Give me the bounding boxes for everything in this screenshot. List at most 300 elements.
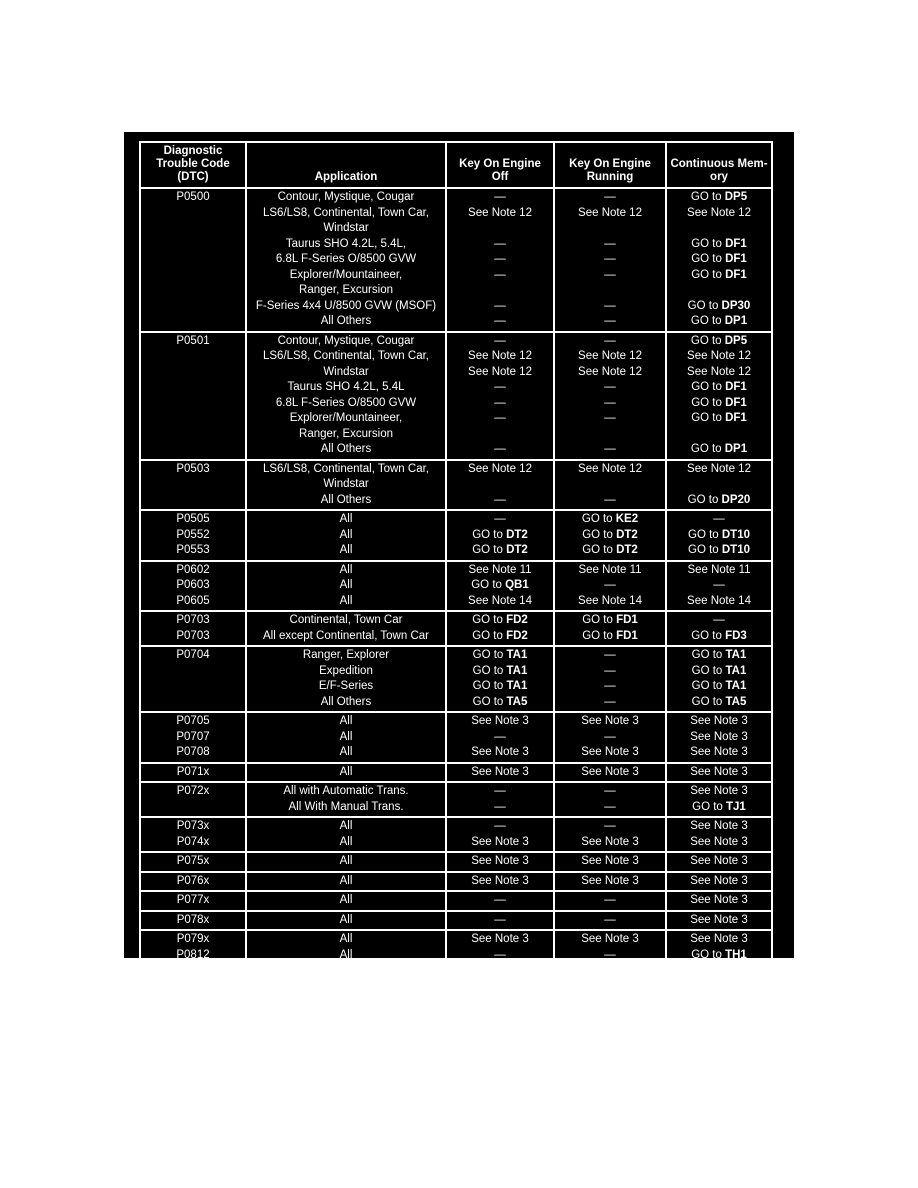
- koer-cell: [554, 817, 666, 852]
- cell-line: GO to DP5: [690, 191, 748, 203]
- dtc-cell: [140, 817, 246, 852]
- cell-line: See Note 3: [581, 855, 639, 867]
- table-row-group: [140, 646, 772, 712]
- cell-line: See Note 3: [471, 855, 529, 867]
- cell-line: See Note 3: [690, 835, 748, 848]
- cell-line: All With Manual Trans.: [288, 800, 404, 813]
- cell-line: —: [604, 964, 616, 976]
- cell-line: GO to QB1: [471, 579, 529, 591]
- cell-line: —: [494, 237, 506, 250]
- cell-line: P078x: [176, 913, 210, 926]
- table-row-group: [140, 561, 772, 612]
- cell-line: —: [494, 412, 506, 424]
- cell-line: See Note 12: [468, 206, 532, 219]
- cell-line: GO to TA1: [691, 664, 747, 677]
- koeo-cell: [446, 872, 554, 892]
- cell-line: 6.8L F-Series O/8500 GVW: [275, 396, 417, 409]
- koeo-cell: [446, 712, 554, 763]
- cell-line: See Note 12: [468, 462, 532, 475]
- koeo-cell: [446, 646, 554, 712]
- cell-line: —: [494, 948, 506, 961]
- cell-line: See Note 3: [581, 835, 639, 848]
- koer-cell: [554, 188, 666, 332]
- cell-line: —: [713, 579, 725, 591]
- cell-line: P0501: [176, 334, 210, 347]
- cell-line: GO to DP20: [687, 493, 751, 506]
- cell-line: See Note 3: [690, 820, 748, 832]
- cell-line: [447, 427, 553, 443]
- cell-line: Taurus SHO 4.2L, 5.4L: [287, 381, 405, 393]
- cell-line: [447, 477, 553, 493]
- table-row-group: [140, 763, 772, 783]
- cell-line: GO to DF1: [691, 237, 747, 250]
- cell-line: All: [339, 730, 353, 743]
- cell-line: All Others: [320, 493, 372, 506]
- cell-line: Windstar: [323, 222, 369, 234]
- koeo-cell: [446, 782, 554, 817]
- cell-line: —: [604, 894, 616, 906]
- cell-line: —: [604, 680, 616, 692]
- cell-line: All Others: [320, 315, 372, 327]
- cell-line: See Note 12: [468, 350, 532, 362]
- cell-line: —: [494, 396, 506, 409]
- application-cell: [246, 852, 446, 872]
- cell-line: P079x: [176, 933, 210, 945]
- cell-line: P077x: [176, 894, 210, 906]
- cell-line: GO to TA1: [472, 649, 528, 661]
- table-body: [140, 188, 772, 981]
- cell-line: See Note 3: [471, 765, 529, 778]
- cell-line: All: [339, 913, 353, 926]
- cell-line: [141, 252, 245, 268]
- cell-line: GO to TA1: [472, 664, 528, 677]
- cell-line: GO to FD2: [472, 629, 528, 642]
- cell-line: See Note 12: [687, 462, 751, 475]
- application-cell: [246, 188, 446, 332]
- cell-line: —: [604, 948, 616, 961]
- koer-cell: [554, 561, 666, 612]
- cell-line: All: [339, 948, 353, 961]
- koer-cell: [554, 930, 666, 981]
- cell-line: —: [604, 664, 616, 677]
- continuous-memory-cell: [666, 930, 772, 981]
- cell-line: —: [604, 315, 616, 327]
- cell-line: —: [494, 730, 506, 743]
- cell-line: F-Series 4x4 U/8500 GVW (MSOF): [255, 299, 437, 312]
- cell-line: P0505: [176, 513, 210, 525]
- cell-line: P0500: [176, 191, 210, 203]
- cell-line: —: [604, 579, 616, 591]
- cell-line: —: [713, 614, 725, 626]
- cell-line: —: [604, 800, 616, 813]
- table-row-group: [140, 460, 772, 511]
- cell-line: P0503: [176, 462, 210, 475]
- continuous-memory-cell: [666, 188, 772, 332]
- cell-line: —: [494, 800, 506, 813]
- cell-line: —: [604, 191, 616, 203]
- application-cell: [246, 911, 446, 931]
- cell-line: GO to DF1: [691, 396, 747, 409]
- cell-line: All: [339, 746, 353, 758]
- koeo-cell: [446, 852, 554, 872]
- cell-line: GO to FD1: [582, 614, 638, 626]
- cell-line: P0708: [176, 746, 210, 758]
- cell-line: —: [494, 493, 506, 506]
- cell-line: LS6/LS8, Continental, Town Car,: [262, 206, 429, 219]
- table-row-group: [140, 930, 772, 981]
- cell-line: Ranger, Excursion: [299, 284, 393, 296]
- cell-line: All: [339, 544, 353, 556]
- cell-line: P0605: [176, 594, 210, 607]
- cell-line: See Note 3: [690, 855, 748, 867]
- cell-line: All: [339, 594, 353, 607]
- cell-line: See Note 12: [578, 365, 642, 378]
- dtc-cell: [140, 646, 246, 712]
- cell-line: All: [339, 715, 353, 727]
- cell-line: Ranger, Excursion: [299, 427, 393, 440]
- koer-cell: [554, 510, 666, 561]
- dtc-cell: [140, 930, 246, 981]
- cell-line: All: [339, 874, 353, 887]
- cell-line: See Note 3: [690, 785, 748, 797]
- cell-line: [667, 283, 771, 299]
- cell-line: —: [494, 191, 506, 203]
- continuous-memory-cell: [666, 782, 772, 817]
- cell-line: GO to DP30: [687, 299, 751, 312]
- cell-line: See Note 3: [581, 746, 639, 758]
- dtc-cell: [140, 852, 246, 872]
- cell-line: —: [494, 443, 506, 455]
- cell-line: [141, 800, 245, 816]
- koeo-cell: [446, 561, 554, 612]
- cell-line: [141, 679, 245, 695]
- cell-line: P0552: [176, 528, 210, 541]
- application-cell: [246, 763, 446, 783]
- koeo-cell: [446, 911, 554, 931]
- table-row-group: [140, 782, 772, 817]
- dtc-cell: [140, 561, 246, 612]
- cell-line: [141, 477, 245, 493]
- continuous-memory-cell: [666, 646, 772, 712]
- cell-line: —: [494, 913, 506, 926]
- cell-line: [141, 268, 245, 284]
- cell-line: P076x: [176, 874, 210, 887]
- cell-line: —: [604, 268, 616, 281]
- koer-cell: [554, 332, 666, 460]
- continuous-memory-cell: [666, 872, 772, 892]
- cell-line: LS6/LS8, Continental, Town Car,: [262, 462, 429, 475]
- cell-line: —: [604, 730, 616, 743]
- header-row: [140, 142, 772, 188]
- cell-line: See Note 12: [687, 350, 751, 362]
- application-cell: [246, 930, 446, 981]
- cell-line: All: [339, 579, 353, 591]
- cell-line: All: [339, 765, 353, 778]
- cell-line: See Note 14: [578, 594, 642, 607]
- cell-line: See Note 3: [471, 715, 529, 727]
- cell-line: GO to FD2: [472, 614, 528, 626]
- cell-line: —: [604, 695, 616, 708]
- cell-line: [555, 477, 665, 493]
- table-row-group: [140, 188, 772, 332]
- table-row-group: [140, 891, 772, 911]
- cell-line: [555, 221, 665, 237]
- cell-line: See Note 14: [468, 594, 532, 607]
- cell-line: —: [494, 334, 506, 347]
- koeo-cell: [446, 891, 554, 911]
- application-cell: [246, 611, 446, 646]
- cell-line: P0812: [176, 948, 210, 961]
- continuous-memory-cell: [666, 611, 772, 646]
- cell-line: [141, 396, 245, 412]
- dtc-cell: [140, 872, 246, 892]
- cell-line: —: [494, 894, 506, 906]
- cell-line: Explorer/Mountaineer,: [289, 412, 403, 424]
- koeo-cell: [446, 611, 554, 646]
- application-cell: [246, 561, 446, 612]
- cell-line: Expedition: [319, 664, 373, 677]
- continuous-memory-cell: [666, 911, 772, 931]
- koer-cell: [554, 782, 666, 817]
- application-cell: [246, 510, 446, 561]
- cell-line: GO to DF1: [691, 381, 747, 393]
- cell-line: GO to TA5: [472, 695, 528, 708]
- cell-line: —: [494, 299, 506, 312]
- cell-line: —: [604, 334, 616, 347]
- cell-line: [447, 283, 553, 299]
- cell-line: See Note 11: [578, 563, 642, 576]
- cell-line: [667, 221, 771, 237]
- koer-cell: [554, 891, 666, 911]
- cell-line: See Note 12: [578, 462, 642, 475]
- cell-line: See Note 12: [578, 350, 642, 362]
- dtc-cell: [140, 911, 246, 931]
- cell-line: All: [339, 933, 353, 945]
- cell-line: [141, 206, 245, 222]
- cell-line: P0553: [176, 544, 210, 556]
- table-row-group: [140, 611, 772, 646]
- continuous-memory-cell: [666, 460, 772, 511]
- cell-line: P0704: [176, 649, 210, 661]
- cell-line: GO to DP1: [690, 443, 748, 455]
- cell-line: GO to DT2: [582, 528, 638, 541]
- cell-line: GO to DF1: [691, 253, 747, 265]
- cell-line: [141, 380, 245, 396]
- cell-line: See Note 3: [471, 835, 529, 848]
- cell-line: [141, 493, 245, 509]
- dtc-cell: [140, 611, 246, 646]
- cell-line: See Note 12: [687, 206, 751, 219]
- cell-line: —: [494, 785, 506, 797]
- cell-line: GO to TA1: [691, 680, 747, 692]
- cell-line: GO to TJ1: [692, 800, 746, 813]
- cell-line: Contour, Mystique, Cougar: [277, 334, 415, 347]
- cell-line: Windstar: [323, 365, 369, 378]
- koer-cell: [554, 611, 666, 646]
- cell-line: All: [339, 820, 353, 832]
- cell-line: GO to KE2: [581, 513, 639, 525]
- cell-line: —: [604, 253, 616, 265]
- dtc-cell: [140, 332, 246, 460]
- dtc-cell: [140, 460, 246, 511]
- cell-line: P0705: [176, 715, 210, 727]
- cell-line: GO to FD1: [582, 629, 638, 642]
- cell-line: —: [494, 964, 506, 976]
- cell-line: See Note 3: [581, 933, 639, 945]
- application-cell: [246, 646, 446, 712]
- koeo-cell: [446, 763, 554, 783]
- cell-line: All: [339, 894, 353, 906]
- koeo-cell: [446, 460, 554, 511]
- cell-line: [141, 442, 245, 458]
- cell-line: GO to DT2: [472, 528, 528, 541]
- table-row-group: [140, 911, 772, 931]
- cell-line: Continental, Town Car: [289, 614, 403, 626]
- cell-line: All Others: [320, 695, 372, 708]
- application-cell: [246, 712, 446, 763]
- cell-line: All Others: [320, 443, 372, 455]
- cell-line: GO to TA5: [691, 695, 747, 708]
- continuous-memory-cell: [666, 763, 772, 783]
- cell-line: P073x: [176, 820, 210, 832]
- cell-line: —: [494, 253, 506, 265]
- cell-line: GO to TA1: [472, 680, 528, 692]
- cell-line: GO to DF1: [691, 412, 747, 424]
- cell-line: [141, 283, 245, 299]
- cell-line: —: [494, 381, 506, 393]
- cell-line: See Note 3: [690, 964, 748, 976]
- cell-line: See Note 11: [687, 563, 751, 576]
- cell-line: All with Automatic Trans.: [283, 785, 409, 797]
- cell-line: P0602: [176, 563, 210, 576]
- cell-line: P072x: [176, 785, 210, 797]
- koer-cell: [554, 712, 666, 763]
- header-dtc: Diagnostic Trouble Code (DTC): [140, 142, 246, 188]
- cell-line: P0603: [176, 579, 210, 591]
- cell-line: —: [604, 299, 616, 312]
- cell-line: P0813: [176, 964, 210, 976]
- koeo-cell: [446, 510, 554, 561]
- cell-line: See Note 3: [690, 730, 748, 743]
- cell-line: All except Continental, Town Car: [263, 629, 429, 642]
- dtc-cell: [140, 763, 246, 783]
- cell-line: —: [494, 268, 506, 281]
- cell-line: —: [604, 493, 616, 506]
- cell-line: —: [604, 649, 616, 661]
- cell-line: GO to DT10: [688, 528, 750, 541]
- dtc-cell: [140, 891, 246, 911]
- cell-line: —: [604, 396, 616, 409]
- cell-line: —: [604, 785, 616, 797]
- cell-line: —: [604, 381, 616, 393]
- koer-cell: [554, 911, 666, 931]
- cell-line: [141, 299, 245, 315]
- cell-line: See Note 12: [578, 206, 642, 219]
- cell-line: All: [339, 855, 353, 867]
- cell-line: [141, 695, 245, 711]
- cell-line: [141, 365, 245, 381]
- cell-line: [141, 221, 245, 237]
- cell-line: See Note 3: [581, 765, 639, 778]
- cell-line: [141, 664, 245, 680]
- cell-line: P0703: [176, 629, 210, 642]
- cell-line: —: [604, 412, 616, 424]
- dtc-cell: [140, 712, 246, 763]
- cell-line: P0703: [176, 614, 210, 626]
- application-cell: [246, 782, 446, 817]
- cell-line: —: [604, 237, 616, 250]
- koeo-cell: [446, 188, 554, 332]
- cell-line: Contour, Mystique, Cougar: [277, 191, 415, 203]
- cell-line: See Note 3: [471, 933, 529, 945]
- cell-line: See Note 3: [581, 715, 639, 727]
- cell-line: [141, 314, 245, 330]
- table-row-group: [140, 712, 772, 763]
- application-cell: [246, 891, 446, 911]
- cell-line: [555, 283, 665, 299]
- table-row-group: [140, 332, 772, 460]
- cell-line: E/F-Series: [318, 680, 374, 692]
- cell-line: P0707: [176, 730, 210, 743]
- cell-line: GO to FD3: [691, 629, 747, 642]
- cell-line: See Note 3: [471, 746, 529, 758]
- cell-line: —: [604, 443, 616, 455]
- cell-line: [447, 221, 553, 237]
- application-cell: [246, 460, 446, 511]
- cell-line: See Note 14: [687, 594, 751, 607]
- cell-line: P075x: [176, 855, 210, 867]
- cell-line: Explorer/Mountaineer,: [289, 268, 403, 281]
- header-koer: Key On Engine Running: [554, 142, 666, 188]
- dtc-cell: [140, 782, 246, 817]
- cell-line: P071x: [176, 765, 210, 778]
- continuous-memory-cell: [666, 712, 772, 763]
- header-koeo: Key On Engine Off: [446, 142, 554, 188]
- table-row-group: [140, 872, 772, 892]
- header-application: Application: [246, 142, 446, 188]
- cell-line: See Note 3: [690, 894, 748, 906]
- cell-line: [141, 427, 245, 443]
- continuous-memory-cell: [666, 510, 772, 561]
- cell-line: Windstar: [323, 478, 369, 490]
- cell-line: See Note 12: [687, 365, 751, 378]
- cell-line: Ranger, Explorer: [302, 649, 390, 661]
- cell-line: GO to DP1: [690, 315, 748, 327]
- cell-line: See Note 11: [468, 563, 532, 576]
- table-row-group: [140, 817, 772, 852]
- koeo-cell: [446, 930, 554, 981]
- cell-line: GO to DP5: [690, 334, 748, 347]
- koeo-cell: [446, 332, 554, 460]
- continuous-memory-cell: [666, 561, 772, 612]
- cell-line: [667, 427, 771, 443]
- cell-line: See Note 3: [690, 874, 748, 887]
- cell-line: All: [339, 513, 353, 525]
- koer-cell: [554, 763, 666, 783]
- table-row-group: [140, 852, 772, 872]
- application-cell: [246, 872, 446, 892]
- cell-line: See Note 12: [468, 365, 532, 378]
- cell-line: See Note 3: [690, 746, 748, 758]
- dtc-cell: [140, 188, 246, 332]
- cell-line: —: [604, 913, 616, 926]
- koer-cell: [554, 646, 666, 712]
- cell-line: See Note 3: [471, 874, 529, 887]
- cell-line: GO to TH1: [691, 948, 747, 961]
- dtc-table: [139, 141, 773, 982]
- cell-line: GO to DT2: [582, 544, 638, 556]
- cell-line: Taurus SHO 4.2L, 5.4L,: [285, 237, 407, 250]
